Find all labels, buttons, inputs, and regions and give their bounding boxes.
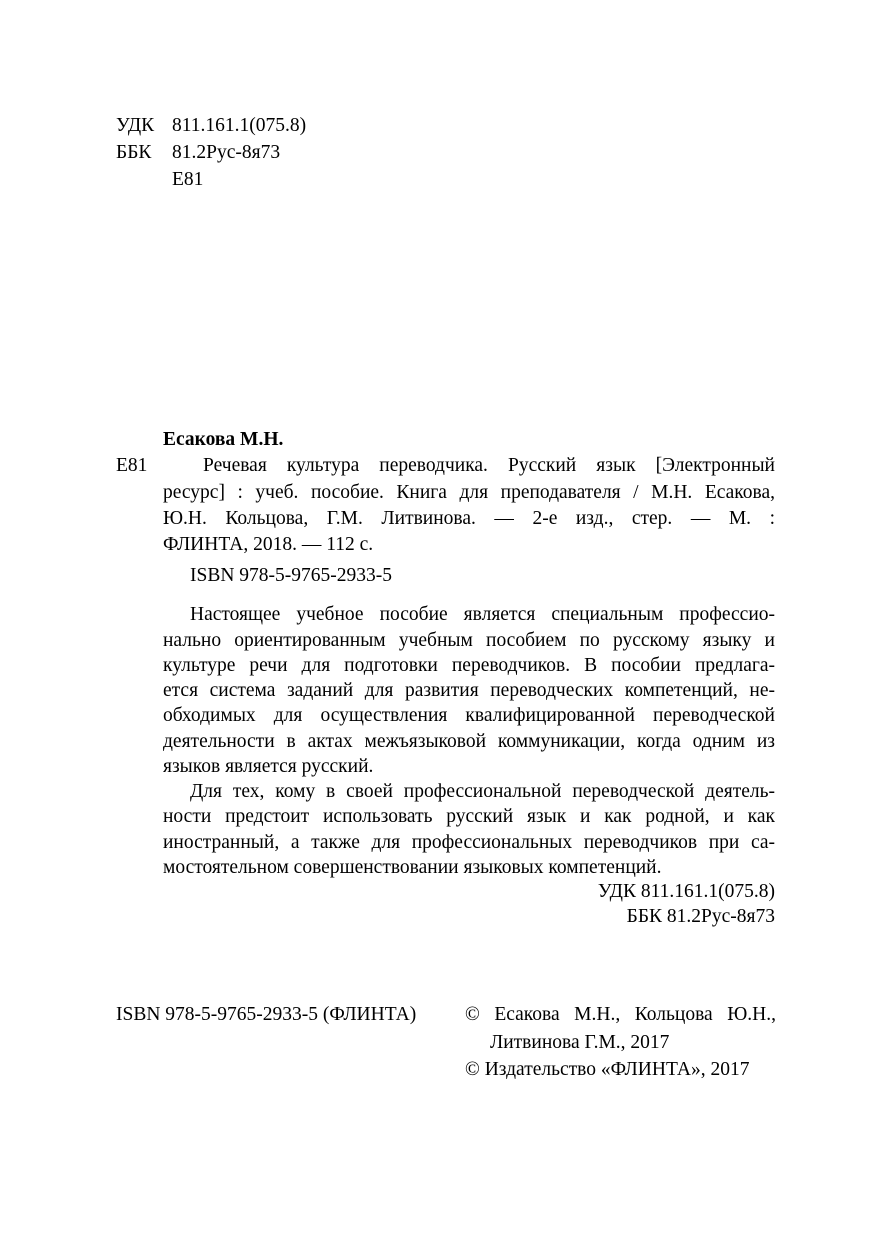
udk-label: УДК [116, 115, 155, 136]
copyright-publisher: © Издательство «ФЛИНТА», 2017 [465, 1059, 750, 1080]
citation-line: Речевая культура переводчика. Русский язык [Электронный [203, 455, 775, 476]
citation-line: ФЛИНТА, 2018. — 112 с. [163, 534, 374, 555]
bbk-bottom: ББК 81.2Рус-8я73 [626, 906, 775, 927]
author-heading: Есакова М.Н. [163, 429, 284, 450]
citation-line: ресурс] : учеб. пособие. Книга для преподавателя / М.Н. Есакова, [163, 482, 775, 503]
annotation-line: культуре речи для подготовки переводчиков. В пособии предлага- [163, 655, 775, 676]
copyright-authors: © Есакова М.Н., Кольцова Ю.Н., [465, 1004, 776, 1025]
annotation-line: иностранный, а также для профессиональных переводчиков при са- [163, 832, 775, 853]
annotation-line: ности предстоит использовать русский язык и как родной, и как [163, 806, 775, 827]
annotation-line: Настоящее учебное пособие является специальным профессио- [190, 604, 775, 625]
bbk-value: 81.2Рус-8я73 [172, 142, 281, 163]
udk-value: 811.161.1(075.8) [172, 115, 307, 136]
annotation-line: нально ориентированным учебным пособием по русскому языку и [163, 630, 775, 651]
author-mark-top: Е81 [172, 169, 204, 190]
isbn-line: ISBN 978-5-9765-2933-5 [190, 565, 393, 586]
annotation-line: Для тех, кому в своей профессиональной переводческой деятель- [190, 781, 775, 802]
annotation-line: деятельности в актах межъязыковой коммуникации, когда одним из [163, 731, 775, 752]
footer-isbn: ISBN 978-5-9765-2933-5 (ФЛИНТА) [116, 1004, 417, 1025]
annotation-line: обходимых для осуществления квалифицированной переводческой [163, 705, 775, 726]
annotation-line: мостоятельном совершенствовании языковых компетенций. [163, 857, 662, 878]
udk-bottom: УДК 811.161.1(075.8) [597, 881, 775, 902]
annotation-line: ется система заданий для развития переводческих компетенций, не- [163, 680, 775, 701]
bbk-label: ББК [116, 142, 152, 163]
author-mark-left: Е81 [116, 455, 148, 476]
copyright-authors-cont: Литвинова Г.М., 2017 [490, 1032, 670, 1053]
citation-line: Ю.Н. Кольцова, Г.М. Литвинова. — 2-е изд., стер. — М. : [163, 508, 775, 529]
annotation-line: языков является русский. [163, 756, 374, 777]
